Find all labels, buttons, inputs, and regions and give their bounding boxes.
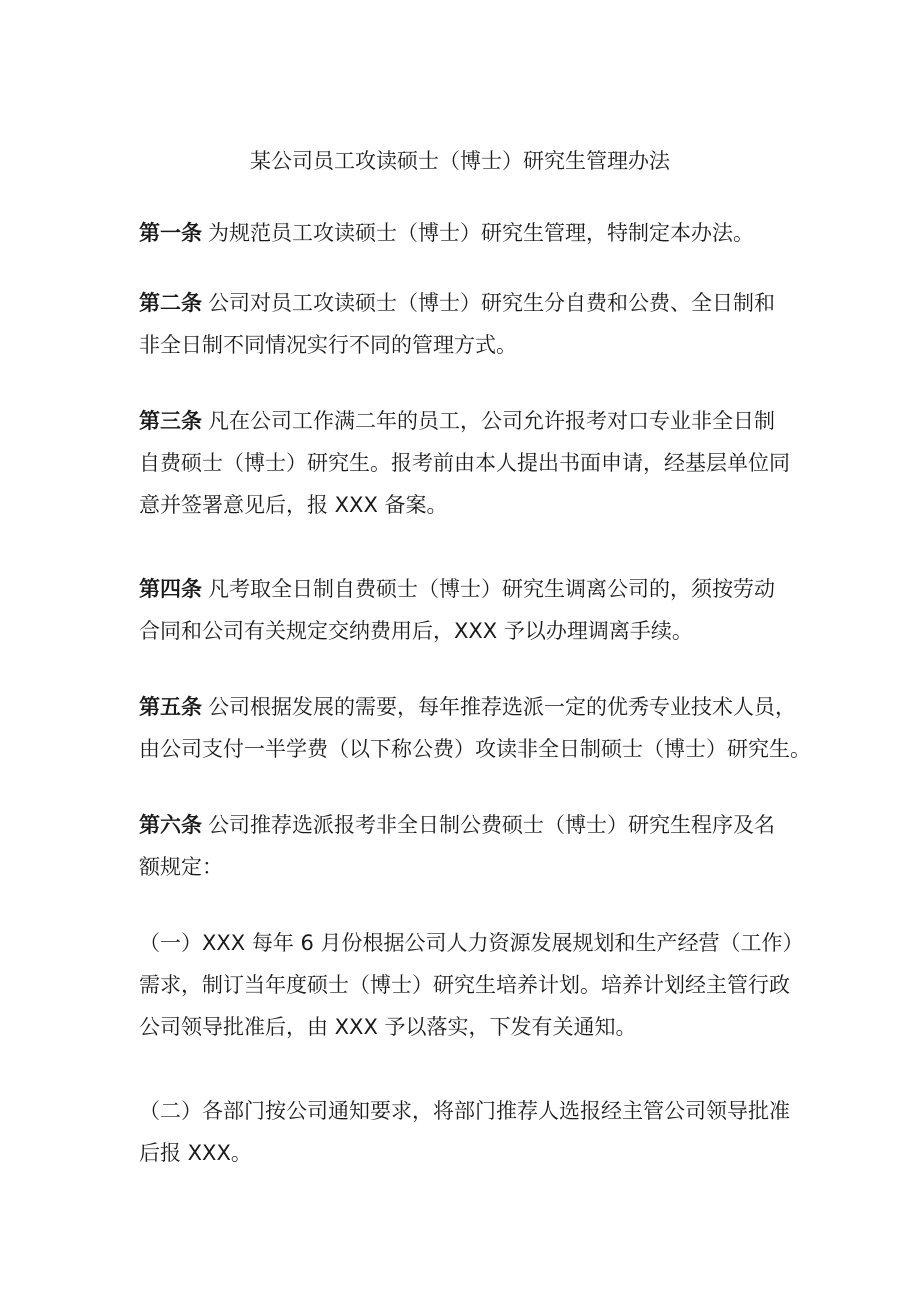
article-5-line-2: 由公司支付一半学费（以下称公费）攻读非全日制硕士（博士）研究生。 — [139, 737, 811, 761]
article-4-label: 第四条 — [139, 577, 202, 601]
article-2-text-1: 公司对员工攻读硕士（博士）研究生分自费和公费、全日制和 — [208, 291, 775, 315]
article-1-text-1: 为规范员工攻读硕士（博士）研究生管理，特制定本办法。 — [208, 221, 754, 245]
article-1-label: 第一条 — [139, 221, 202, 245]
item-1-line-1: （一）XXX 每年 6 月份根据公司人力资源发展规划和生产经营（工作） — [139, 931, 804, 955]
item-2 — [139, 1090, 804, 1174]
article-3 — [139, 400, 804, 526]
article-4-line-2: 合同和公司有关规定交纳费用后，XXX 予以办理调离手续。 — [139, 619, 693, 643]
article-3-line-2: 自费硕士（博士）研究生。报考前由本人提出书面申请，经基层单位同 — [139, 451, 790, 475]
article-4-text-1: 凡考取全日制自费硕士（博士）研究生调离公司的，须按劳动 — [208, 577, 775, 601]
article-3-line-1 — [139, 400, 804, 442]
article-4-line-1 — [139, 568, 804, 610]
article-3-label: 第三条 — [139, 409, 202, 433]
article-5-label: 第五条 — [139, 695, 202, 719]
item-2-line-1: （二）各部门按公司通知要求，将部门推荐人选报经主管公司领导批准 — [139, 1099, 790, 1123]
item-2-line-2: 后报 XXX。 — [139, 1141, 252, 1165]
article-6-line-2: 额规定： — [139, 855, 223, 879]
article-5-text-1: 公司根据发展的需要，每年推荐选派一定的优秀专业技术人员， — [208, 695, 796, 719]
article-4 — [139, 568, 804, 652]
article-6 — [139, 804, 804, 888]
article-5-line-1 — [139, 686, 804, 728]
item-1 — [139, 922, 804, 1048]
article-2-label: 第二条 — [139, 291, 202, 315]
article-2 — [139, 282, 804, 366]
article-6-text-1: 公司推荐选派报考非全日制公费硕士（博士）研究生程序及名 — [208, 813, 775, 837]
article-3-line-3: 意并签署意见后，报 XXX 备案。 — [139, 493, 448, 517]
document-title: 某公司员工攻读硕士（博士）研究生管理办法 — [250, 149, 670, 173]
article-2-line-1 — [139, 282, 804, 324]
article-6-label: 第六条 — [139, 813, 202, 837]
item-1-line-2: 需求，制订当年度硕士（博士）研究生培养计划。培养计划经主管行政 — [139, 973, 790, 997]
article-2-line-2: 非全日制不同情况实行不同的管理方式。 — [139, 333, 517, 357]
item-1-line-3: 公司领导批准后，由 XXX 予以落实，下发有关通知。 — [139, 1015, 637, 1039]
article-6-line-1 — [139, 804, 804, 846]
article-1-line-1 — [139, 212, 804, 254]
article-5 — [139, 686, 811, 770]
article-1 — [139, 212, 804, 254]
article-3-text-1: 凡在公司工作满二年的员工，公司允许报考对口专业非全日制 — [208, 409, 775, 433]
